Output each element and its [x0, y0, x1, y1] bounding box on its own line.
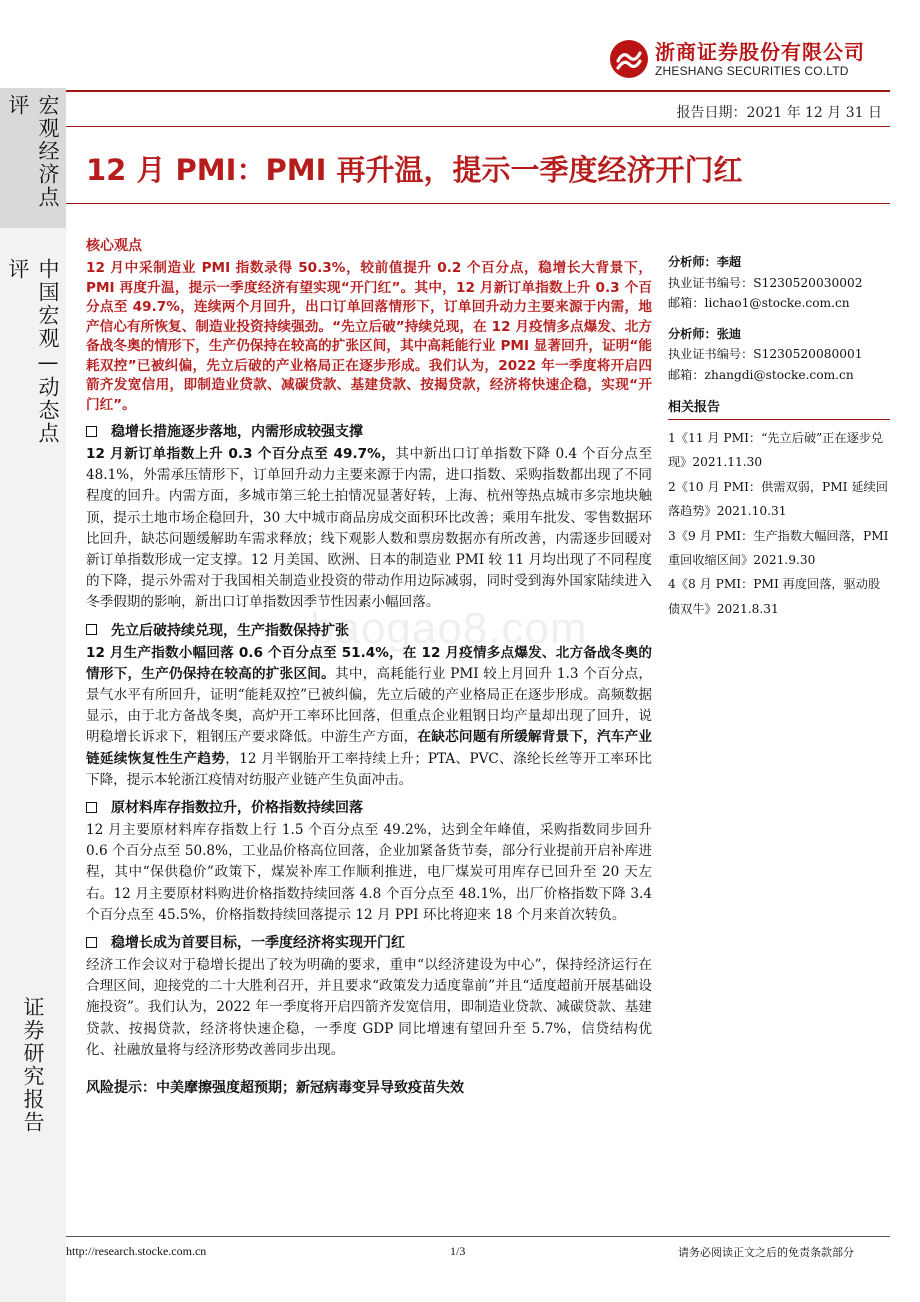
related-report-item[interactable]: 3《9 月 PMI：生产指数大幅回落，PMI 重回收缩区间》2021.9.30 [668, 528, 889, 568]
company-name-cn: 浙商证券股份有限公司 [655, 40, 865, 64]
analyst-name: 分析师：张迪 [668, 326, 742, 341]
footer-disclaimer: 请务必阅读正文之后的免责条款部分 [678, 1246, 854, 1259]
related-report-item[interactable]: 4《8 月 PMI：PMI 再度回落，驱动股债双牛》2021.8.31 [668, 577, 881, 616]
section-title: 原材料库存指数拉升，价格指数持续回落 [111, 800, 363, 817]
company-logo [609, 36, 885, 82]
checkbox-bullet-icon [86, 624, 97, 635]
core-view-text: 12 月中采制造业 PMI 指数录得 50.3%，较前值提升 0.2 个百分点，稳增长大背景下，PMI 再度升温，提示一季度经济有望实现“开门红”。其中，12 月新订单指数上升 0.3 个百分点至 49.7%，连续两个月回升，出口订单回落情形下，订单回升动力主要来源于内需，地产信心有所恢复、制造业投资持续强劲。“先立后破”持续兑现，在 12 月疫情多点爆发、北方备战冬奥的情形下，生产仍保持在较高的扩张区间，其中高耗能行业 PMI 显著回升，证明“能耗双控”已被纠偏，先立后破的产业格局正在逐步形成。我们认为，2022 年一季度将开启四箭齐发宽信用，即制造业贷款、减碳贷款、基建贷款、按揭贷款，经济将快速企稳，实现“开门红”。 [86, 260, 652, 413]
section-title: 稳增长措施逐步落地，内需形成较强支撑 [111, 424, 363, 440]
section-title: 先立后破持续兑现，生产指数保持扩张 [111, 622, 349, 639]
footer-rule [66, 1236, 890, 1237]
core-view-heading: 核心观点 [86, 238, 142, 254]
related-reports [668, 396, 890, 621]
report-category: 宏观经济点评 [6, 94, 60, 209]
analyst-name: 分析师：李超 [668, 255, 742, 269]
paragraph-text: 其中新出口订单指数下降 0.4 个百分点至 48.1%，外需承压情形下，订单回升动力主要来源于内需，进口指数、采购指数都出现了不同程度的回升。内需方面，多城市第三轮土拍情况显著好转，上海、杭州等热点城市多宗地块触顶，提示土地市场企稳回升，30 大中城市商品房成交面积环比改善；乘用车批发、零售数据环比回升，缺芯问题缓解助车需求释放；线下观影人数和票房数据亦有所改善，内需逐步回暖对新订单指数形成一定支撑。12 月美国、欧洲、日本的制造业 PMI 较 11 月均出现了不同程度的下降，提示外需对于我国相关制造业投资的带动作用边际减弱，同时受到海外国家陆续进入冬季假期的影响，新出口订单指数因季节性因素小幅回落。 [86, 446, 652, 611]
section-heading [86, 421, 652, 441]
paragraph-text: 其中，高耗能行业 PMI 较上月回升 1.3 个百分点，景气水平有所回升，证明“能耗双控”已被纠偏，先立后破的产业格局正在逐步形成。高频数据显示，由于北方备战冬奥，高炉开工率环比回落，但重点企业粗钢日均产量却出现了回升，说明稳增长诉求下，粗钢压产要求降低。中游生产方面， [86, 665, 653, 746]
analyst-email[interactable]: 邮箱：lichao1@stocke.com.cn [668, 296, 850, 310]
related-reports-list [668, 426, 890, 621]
watermark: baogao8.com [310, 604, 588, 653]
section-paragraph [86, 444, 652, 614]
company-name-en: ZHESHANG SECURITIES CO.LTD [655, 64, 849, 78]
report-type: 证券研究报告 [21, 996, 45, 1134]
related-report-item[interactable]: 1《11 月 PMI：“先立后破”正在逐步兑现》2021.11.30 [668, 431, 884, 470]
paragraph-tail: ，12 月半钢胎开工率持续上升；PTA、PVC、涤纶长丝等开工率环比下降，提示本轮浙江疫情对纺服产业链产生负面冲击。 [86, 750, 652, 788]
section-paragraph [86, 643, 652, 791]
page-number: 1/3 [450, 1244, 466, 1258]
left-strip-top [0, 0, 66, 88]
section-paragraph: 经济工作会议对于稳增长提出了较为明确的要求，重申“以经济建设为中心”，保持经济运行在合理区间，迎接党的二十大胜利召开，并且要求“政策发力适度靠前”并且“适度超前开展基础设施投资”。我们认为，2022 年一季度将开启四箭齐发宽信用，即制造业贷款、减碳贷款、基建贷款、按揭贷款，经济将快速企稳，一季度 GDP 同比增速有望回升至 5.7%，信贷结构优化、社融放量将与经济形势改善同步出现。 [86, 957, 652, 1058]
report-title: 12 月 PMI：PMI 再升温，提示一季度经济开门红 [86, 153, 743, 187]
header-rule [66, 90, 890, 92]
footer-url[interactable]: http://research.stocke.com.cn [66, 1244, 207, 1258]
related-report-item[interactable]: 2《10 月 PMI：供需双弱，PMI 延续回落趋势》2021.10.31 [668, 479, 888, 519]
left-strip [0, 0, 66, 1302]
analyst-cert: 执业证书编号：S1230520030002 [668, 275, 863, 290]
analyst-email[interactable]: 邮箱：zhangdi@stocke.com.cn [668, 367, 854, 382]
analyst-card [668, 324, 890, 386]
report-date: 报告日期：2021 年 12 月 31 日 [676, 105, 882, 121]
analyst-panel [668, 252, 890, 385]
section-title: 稳增长成为首要目标，一季度经济将实现开门红 [111, 935, 405, 952]
main-column [86, 235, 652, 1097]
risk-warning: 风险提示：中美摩擦强度超预期；新冠病毒变异导致疫苗失效 [86, 1080, 464, 1097]
section-heading [86, 797, 652, 817]
bold-lead: 12 月生产指数小幅回落 0.6 个百分点至 51.4%，在 12 月疫情多点爆发、北方备战冬奥的情形下，生产仍保持在较高的扩张区间。 [86, 644, 652, 682]
checkbox-bullet-icon [86, 426, 97, 437]
bold-mid: 在缺芯问题有所缓解背景下，汽车产业链延续恢复性生产趋势 [86, 729, 653, 767]
checkbox-bullet-icon [86, 937, 97, 948]
zheshang-logo-icon [609, 39, 649, 79]
section-heading [86, 932, 652, 952]
title-rule [66, 203, 890, 204]
analyst-card [668, 252, 890, 314]
report-subcategory: 中国宏观—动态点评 [6, 258, 60, 445]
analyst-cert: 执业证书编号：S1230520080001 [668, 347, 863, 361]
section-paragraph: 12 月主要原材料库存指数上行 1.5 个百分点至 49.2%，达到全年峰值，采购指数同步回升 0.6 个百分点至 50.8%，工业品价格高位回落，企业加紧备货节奏，部分行业提前开启补库进程，其中“保供稳价”政策下，煤炭补库工作顺利推进，电厂煤炭可用库存已回升至 20 天左右。12 月主要原材料购进价格指数持续回落 4.8 个百分点至 48.1%，出厂价格指数下降 3.4 个百分点至 45.5%，价格指数持续回落提示 12 月 PPI 环比将迎来 18 个月来首次转负。 [86, 822, 652, 923]
checkbox-bullet-icon [86, 802, 97, 813]
date-rule [66, 126, 890, 127]
bold-lead: 12 月新订单指数上升 0.3 个百分点至 49.7%， [86, 446, 396, 462]
related-reports-heading: 相关报告 [668, 396, 890, 420]
